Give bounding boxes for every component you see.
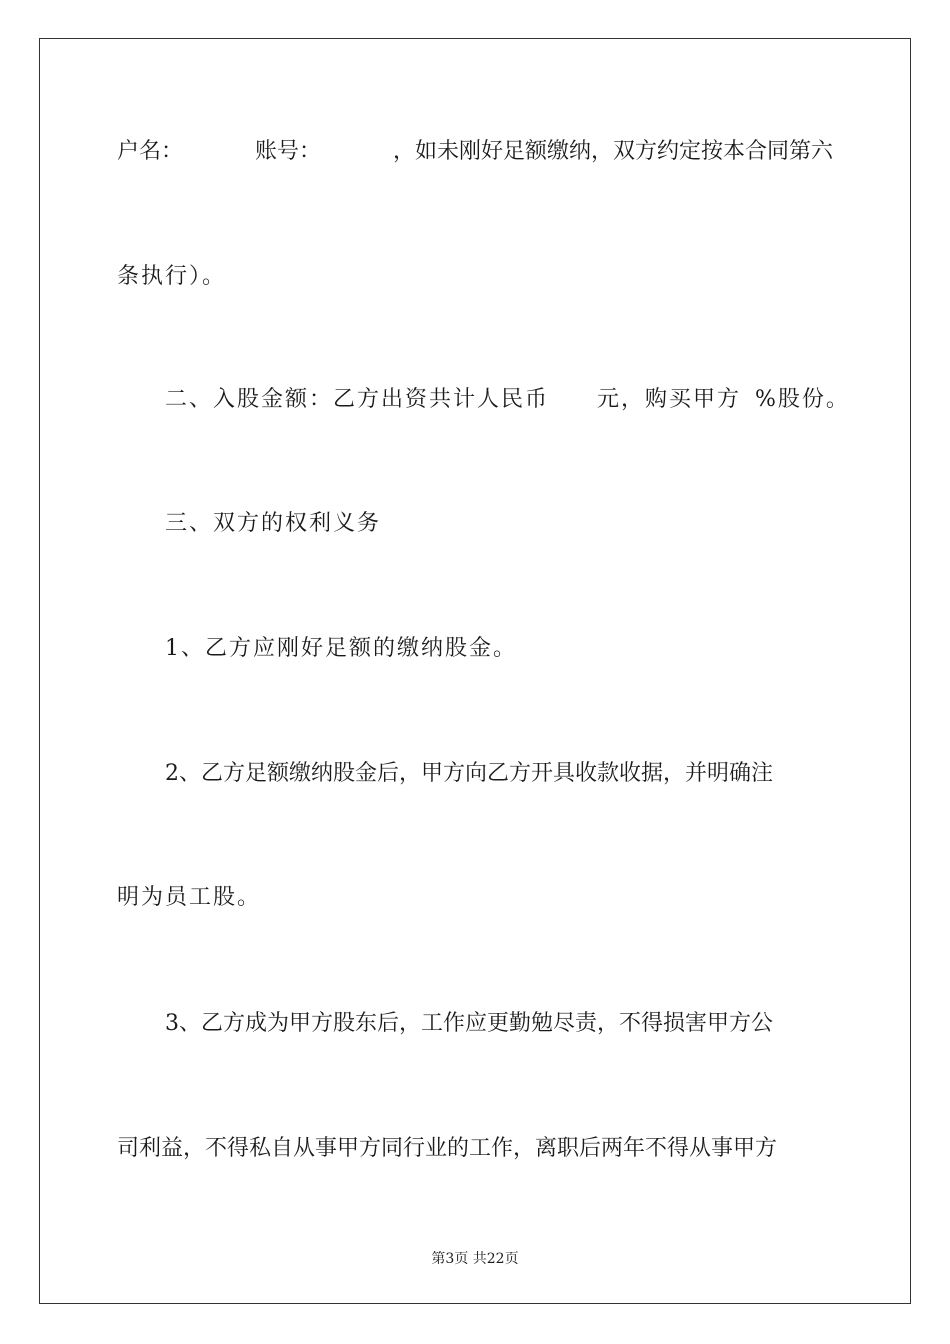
- text-segment: 司利益，不得私自从事甲方同行业的工作，离职后两年不得从事甲方: [117, 1136, 778, 1161]
- clause-2-line-1: [165, 759, 833, 789]
- clause-2-line-2: 明为员工股。: [117, 885, 262, 910]
- text-segment: 二、入股金额：乙方出资共计人民币: [165, 387, 550, 412]
- page-border: [39, 38, 911, 1304]
- page-number-footer: 第3页 共22页: [431, 1251, 519, 1267]
- clause-3-line-1: [165, 1009, 833, 1039]
- clause-1-line: 1、乙方应刚好足额的缴纳股金。: [165, 636, 517, 661]
- text-segment: 元，购买甲方: [597, 387, 742, 412]
- text-segment: 2、乙方足额缴纳股金后，甲方向乙方开具收款收据，并明确注: [165, 761, 773, 786]
- text-segment: 户名：: [117, 139, 184, 164]
- clause-3-line-2: [117, 1134, 833, 1164]
- text-line-2: 条执行）。: [117, 264, 227, 289]
- text-segment: 3、乙方成为甲方股东后，工作应更勤勉尽责，不得损害甲方公: [165, 1011, 773, 1036]
- text-line-1: [117, 137, 833, 167]
- text-segment: ，如未刚好足额缴纳，双方约定按本合同第六: [392, 139, 833, 164]
- text-segment: %股份。: [755, 387, 850, 412]
- text-segment: 账号：: [254, 139, 321, 164]
- section-two-line: [165, 385, 850, 415]
- section-three-heading: 三、双方的权利义务: [165, 511, 382, 536]
